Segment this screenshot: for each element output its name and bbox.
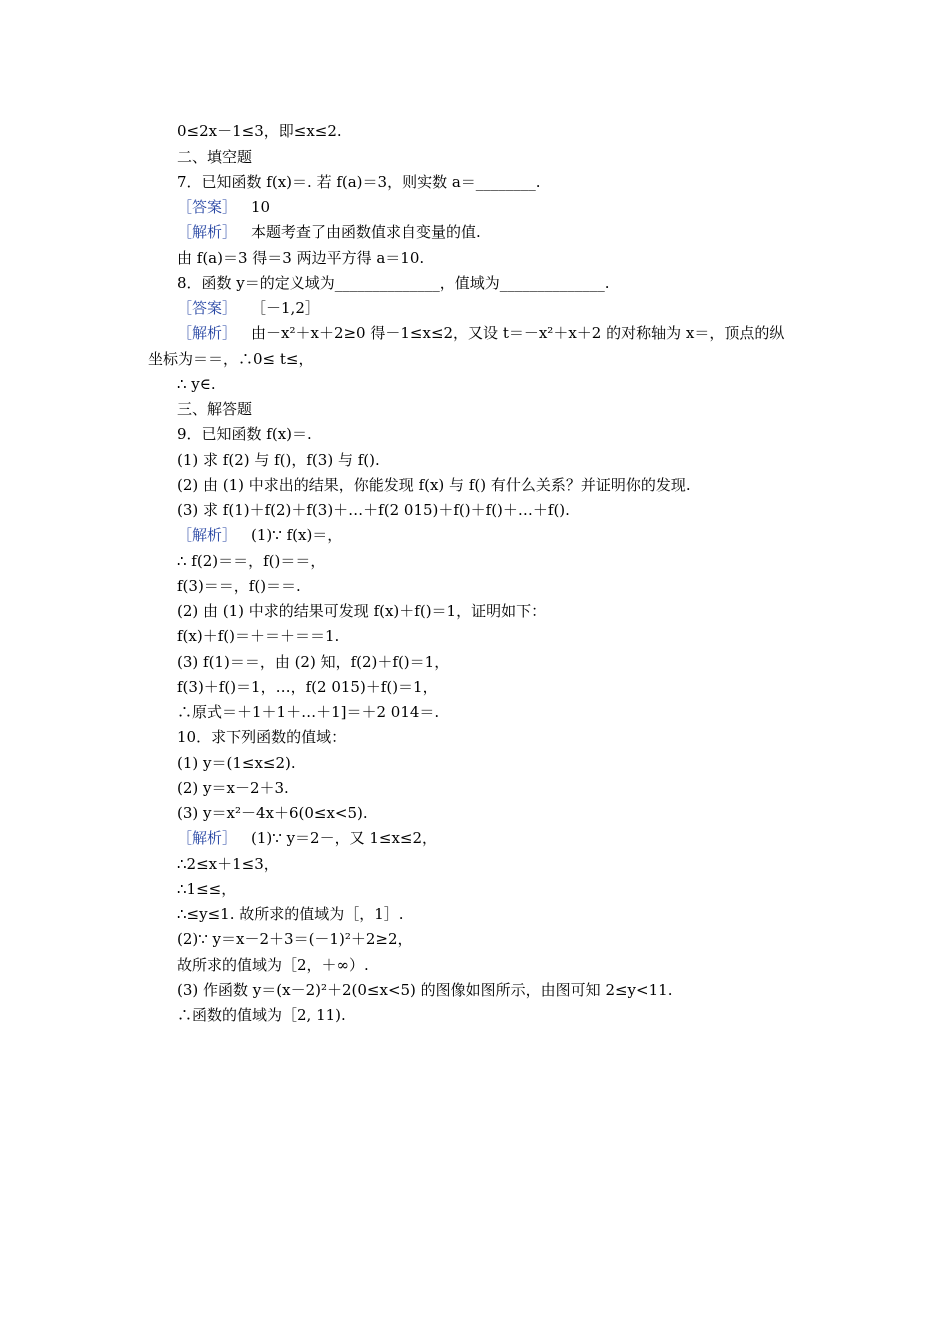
analysis-tag: ［解析］ [177,223,238,241]
question-line: 9．已知函数 f(x)＝. [177,425,312,443]
text-line: 故所求的值域为［2，＋∞）. [177,956,369,974]
text-line: 0≤2x－1≤3，即≤x≤2. [177,122,342,140]
section-heading: 二、填空题 [177,148,253,166]
text-line: ∴ y∈. [177,375,216,393]
question-line: 8．函数 y＝的定义域为______________，值域为______________. [177,274,610,292]
question-line: (2) y＝x－2＋3. [177,779,289,797]
question-line: 10．求下列函数的值域： [177,728,347,746]
text-line: (3) f(1)＝＝，由 (2) 知，f(2)＋f()＝1， [177,653,450,671]
text-line: ∴2≤x＋1≤3， [177,855,279,873]
section-heading: 三、解答题 [177,400,253,418]
answer-line: ［答案］ 10 [177,198,271,216]
text-line: 坐标为＝＝，∴0≤ t≤， [148,350,314,368]
question-line: (3) y＝x²－4x＋6(0≤x<5). [177,804,368,822]
answer-line: ［答案］ ［－1,2］ [177,299,320,317]
question-line: (1) 求 f(2) 与 f()，f(3) 与 f(). [177,451,380,469]
text-line: (2) 由 (1) 中求的结果可发现 f(x)＋f()＝1，证明如下： [177,602,547,620]
question-line: (1) y＝(1≤x≤2). [177,754,296,772]
analysis-line: ［解析］ (1)∵ y＝2－，又 1≤x≤2， [177,829,438,847]
text-line: f(3)＋f()＝1，…，f(2 015)＋f()＝1， [177,678,438,696]
question-line: (2) 由 (1) 中求出的结果，你能发现 f(x) 与 f() 有什么关系？并证明你的发现. [177,476,691,494]
question-line: (3) 求 f(1)＋f(2)＋f(3)＋…＋f(2 015)＋f()＋f()＋…＋f(). [177,501,570,519]
question-line: 7．已知函数 f(x)＝. 若 f(a)＝3，则实数 a＝________. [177,173,541,191]
text-line: (3) 作函数 y＝(x－2)²＋2(0≤x<5) 的图像如图所示，由图可知 2≤y<11. [177,981,673,999]
text-line: f(x)＋f()＝＋＝＋＝＝1. [177,627,340,645]
analysis-line: ［解析］ 由－x²＋x＋2≥0 得－1≤x≤2，又设 t＝－x²＋x＋2 的对称轴为 x＝，顶点的纵 [177,324,785,342]
text-line: ∴≤y≤1. 故所求的值域为［，1］. [177,905,404,923]
text-line: ∴原式＝＋1＋1＋…＋1]＝＋2 014＝. [177,703,440,721]
answer-tag: ［答案］ [177,299,238,317]
text-line: ∴ f(2)＝＝，f()＝＝， [177,552,326,570]
text-line: 由 f(a)＝3 得＝3 两边平方得 a＝10. [177,249,425,267]
analysis-line: ［解析］ 本题考查了由函数值求自变量的值. [177,223,481,241]
answer-tag: ［答案］ [177,198,238,216]
analysis-tag: ［解析］ [177,829,238,847]
text-line: (2)∵ y＝x－2＋3＝(－1)²＋2≥2， [177,930,413,948]
analysis-tag: ［解析］ [177,324,238,342]
text-line: ∴1≤≤， [177,880,237,898]
analysis-tag: ［解析］ [177,526,238,544]
text-line: ∴函数的值域为［2, 11). [177,1006,346,1024]
analysis-line: ［解析］ (1)∵ f(x)＝， [177,526,343,544]
text-line: f(3)＝＝，f()＝＝. [177,577,301,595]
